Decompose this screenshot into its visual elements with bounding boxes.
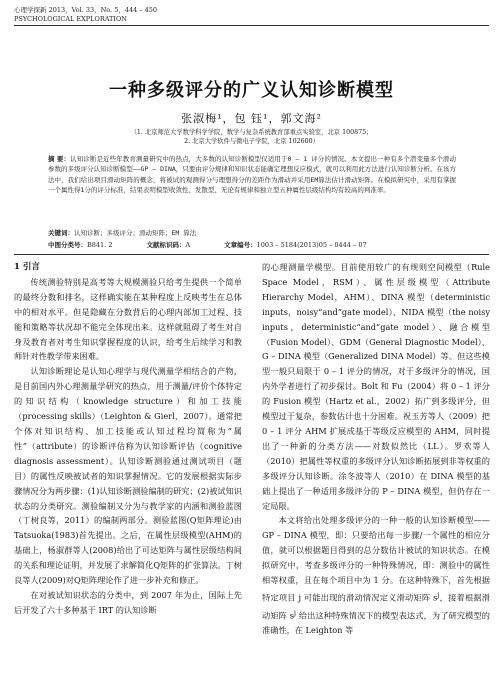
article-label: 文章编号： <box>224 241 257 249</box>
abstract-label: 摘 要： <box>48 155 71 163</box>
affiliation-line: 2. 北京大学软件与微电子学院，北京 102600） <box>184 138 319 145</box>
clc-code <box>48 240 112 250</box>
abstract <box>48 154 456 196</box>
body-paragraph: 本文将给出处理多级评分的一种一般的认知诊断模型——GP – DINA 模型，即：只要给出每一步骤/一个属性的相应分值，就可以根据题目得到的总分数估计被试的知识状态。在模拟研究中，考查多级评分的一种特殊情况，即：测验中的属性相等权重，且在每个项目中为 1 分。在这种特殊下，首先根据特定项目 j 可能出现的滑动情况定义滑动矩阵 $s^j$，接着根据滑动矩阵 $s^j$ 给出这种特殊情况下的模型表达式，为了研究模型的准确性，在 Leighton 等 <box>262 515 490 636</box>
affiliation-line: （1. 北京师范大学数学科学学院，数学与复杂系统教育部重点实验室，北京 100875； <box>130 129 373 136</box>
abstract-text: 认知诊断是近些年教育测量研究中的热点，大多数的认知诊断模型仅适用于0 – 1 评分的情况。本文提出一种有多个潜变量多个滑动参数的多级评分认知诊断模型——GP – DINA，只要由评分规律和知识状态能确定理想反应模式，就可以利用此方法进行认知诊断分析。在该方法中，我们给出项目滑动矩阵的概念，将被试的观测得分与理想得分的差距作为滑动并采用EM算法估计滑动矩阵。在模拟研究中，采用有掌握一个属性得1分的评分标准，结果表明模型收敛性、发散型、无论有规律和独立型五种属性层级结构均有较高的判准率。 <box>48 155 456 195</box>
journal-citation: 心理学探新 2013，Vol. 33，No. 5，444 – 450 <box>14 6 158 14</box>
header-rule <box>14 25 489 26</box>
doc-code <box>146 240 190 250</box>
body-right-column <box>262 260 490 638</box>
article-value: 1003 – 5184(2013)05 – 0444 – 07 <box>256 241 367 249</box>
body-paragraph: 传统测验特别是高考等大规模测验只给考生提供一个简单的最终分数和排名，这样确实能在某种程度上反映考生在总体中的相对水平。但是隐藏在分数背后的心理内部加工过程、技能和策略等状况却不能完全体现出来。这样就阻碍了考生对自身及教育者对考生知识掌握程度的认识，给考生后续学习和教师针对性教学带来困难。 <box>14 276 242 362</box>
page-title: 一种多级评分的广义认知诊断模型 <box>109 80 394 101</box>
clc-value: B841. 2 <box>87 241 113 249</box>
body-paragraph: 在对被试知识状态的分类中，到 2007 年为止，国际上先后开发了六十多种基于 IRT 的认知诊断 <box>14 589 242 615</box>
article-code <box>224 240 366 250</box>
body-paragraph: 的心理测量学模型。目前使用较广的有规则空间模型（Rule Space Model，RSM）、属性层级模型（Attribute Hierarchy Model，AHM）、DINA 模型（deterministic inputs，noisy“and”gate model）、NIDA 模型（the noisy inputs，deterministic“and”gate model）、融合模型（Fusion Model）、GDM（General Diagnostic Model）、G – DINA 模型（Generalized DINA Model）等。但这些模型一般只局限于 0 – 1 评分的情况，对于多级评分的情况，国内外学者进行了初步探讨。Bolt 和 Fu（2004）将 0 – 1 评分的 Fusion 模型（Hartz et al.，2002）拓广到多级评分，但模型过于复杂，参数估计也十分困难。祝玉芳等人（2009）把 0 – 1 评分 AHM 扩展成基于等级反应模型的 AHM，同时提出了一种新的分类方法——对数似然比（LL）。罗欢等人（2010）把属性等权重的多级评分认知诊断拓展到非等权重的多级评分认知诊断。涂冬波等人（2010）在 DINA 模型的基础上提出了一种适用多级评分的 P – DINA 模型，但仍存在一定局限。 <box>262 262 490 511</box>
doc-value: A <box>185 241 191 249</box>
keywords-label: 关键词： <box>48 229 74 237</box>
section-heading: 1 引言 <box>14 262 40 272</box>
classification-codes <box>48 240 468 250</box>
doc-label: 文献标识码： <box>146 241 186 249</box>
body-paragraph: 认知诊断理论是认知心理学与现代测量学相结合的产物，是目前国内外心理测量学研究的热点，用于测量/评价个体特定的知识结构（knowledge structure）和加工技能（processing skills）（Leighton & Gierl，2007）。通常把个体对知识结构、加工技能或认知过程均简称为“属性”（attribute）的诊断评估称为认知诊断评估（cognitive diagnosis assessment）。认知诊断测验通过测试项目（题目）的属性反映被试者的知识掌握情况。它的发展根据实际步骤情况分为两步骤：(1)认知诊断测验编制的研究；(2)被试知识状态的分类研究。测验编制又分为与教学家的内涵和测验蓝图（丁树良等，2011）的编制两部分。测验蓝图(Q矩阵理论)由Tatsuoka(1983)首先提出。之后，在属性层级模型(AHM)的基础上，杨淑群等人(2008)给出了可达矩阵与属性层级结构间的关系和理论证明，并发展了求解简化Q矩阵的扩张算法。丁树良等人(2009)对Q矩阵理论作了进一步补充和修正。 <box>14 366 242 586</box>
keywords-text: 认知诊断；多级评分；滑动矩阵；EM 算法 <box>74 229 197 237</box>
body-left-column <box>14 260 242 618</box>
authors: 张淑梅¹，包 钰¹，郭文海² <box>181 112 322 125</box>
clc-label: 中图分类号： <box>48 241 87 249</box>
journal-english-name: PSYCHOLOGICAL EXPLORATION <box>14 14 127 23</box>
affiliations <box>0 128 503 146</box>
keywords <box>48 228 456 238</box>
abstract-rule <box>14 254 489 255</box>
journal-header <box>14 6 157 23</box>
